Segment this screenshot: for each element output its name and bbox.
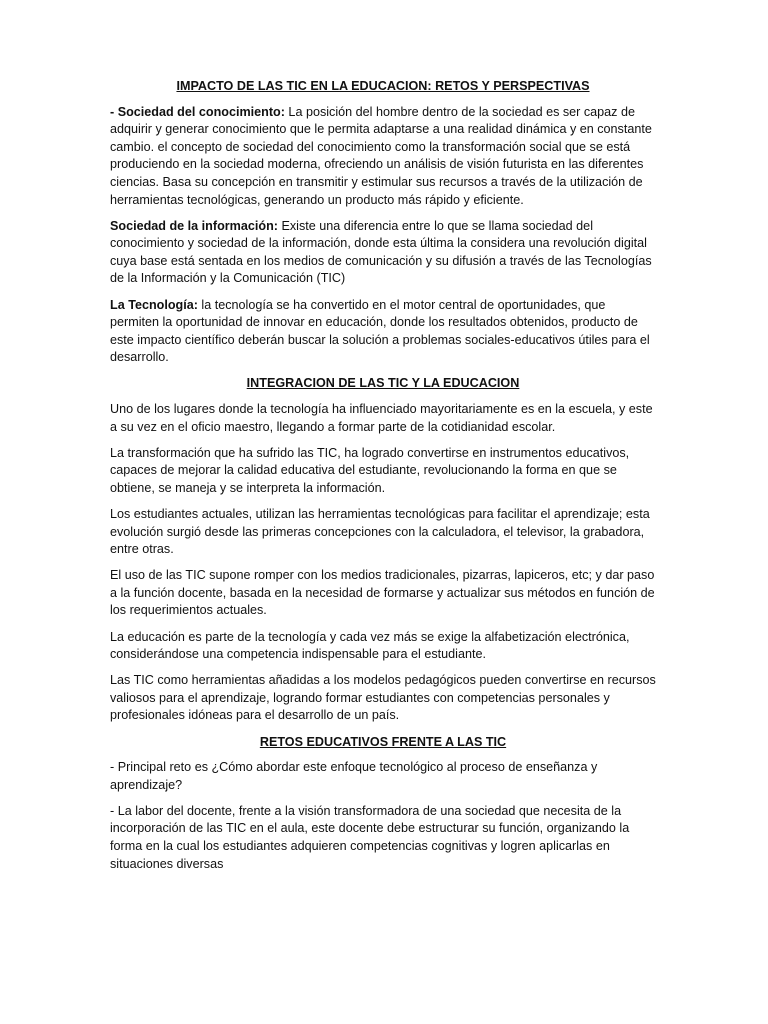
paragraph-body: Existe una diferencia entre lo que se llama sociedad del conocimiento y sociedad de la información, donde esta última la considera una revolución digital cuya base está sentada en los medios de comunicación y su difusión a través de las Tecnologías de la Información y la Comunicación (TIC): [110, 218, 652, 286]
paragraph: - La labor del docente, frente a la visión transformadora de una sociedad que necesita de la incorporación de las TIC en el aula, este docente debe estructurar su función, organizando la forma en la cual los estudiantes adquieren competencias cognitivas y logren aplicarlas en situaciones diversas: [110, 803, 630, 871]
paragraph-tecnologia: [110, 297, 656, 367]
paragraph: - Principal reto es ¿Cómo abordar este enfoque tecnológico al proceso de enseñanza y aprendizaje?: [110, 760, 598, 792]
paragraph: Las TIC como herramientas añadidas a los modelos pedagógicos pueden convertirse en recursos valiosos para el aprendizaje, logrando formar estudiantes con competencias personales y profesionales idóneas para el desarrollo de un país.: [110, 673, 656, 723]
paragraph: Los estudiantes actuales, utilizan las herramientas tecnológicas para facilitar el aprendizaje; esta evolución surgió desde las primeras concepciones con la calculadora, el televisor, la grabadora, entre otras.: [110, 506, 650, 557]
section-heading-retos: RETOS EDUCATIVOS FRENTE A LAS TIC: [259, 734, 507, 749]
paragraph-lead: - Sociedad del conocimiento:: [110, 104, 285, 119]
paragraph: La transformación que ha sufrido las TIC, ha logrado convertirse en instrumentos educativos, capaces de mejorar la calidad educativa del estudiante, revolucionando la forma en que se obtiene, se maneja y se interpreta la información.: [110, 445, 630, 495]
paragraph-lead: La Tecnología:: [110, 297, 198, 312]
document-title: IMPACTO DE LAS TIC EN LA EDUCACION: RETOS Y PERSPECTIVAS: [176, 79, 590, 93]
paragraph-sociedad-informacion: [110, 218, 656, 288]
paragraph-lead: Sociedad de la información:: [110, 218, 278, 233]
paragraph-body: La posición del hombre dentro de la sociedad es ser capaz de adquirir y generar conocimiento que le permita adaptarse a una realidad dinámica y en constante cambio. el concepto de sociedad del conocimiento como la transformación social que se está produciendo en la sociedad moderna, ofreciendo un análisis de visión futurista en las diferentes ciencias. Basa su concepción en transmitir y estimular sus recursos a través de la utilización de herramientas tecnológicas, generando un producto más rápido y eficiente.: [110, 104, 652, 207]
paragraph-body: la tecnología se ha convertido en el motor central de oportunidades, que permiten la oportunidad de innovar en educación, donde los resultados obtenidos, producto de este impacto científico deberán buscar la solución a problemas sociales-educativos útiles para el desarrollo.: [110, 297, 650, 365]
paragraph: El uso de las TIC supone romper con los medios tradicionales, pizarras, lapiceros, etc; y dar paso a la función docente, basada en la necesidad de formarse y actualizar sus métodos en función de los requerimientos actuales.: [110, 568, 655, 618]
paragraph: Uno de los lugares donde la tecnología ha influenciado mayoritariamente es en la escuela, y este a su vez en el oficio maestro, llegando a formar parte de la cotidianidad escolar.: [110, 402, 653, 434]
section-heading-integracion: INTEGRACION DE LAS TIC Y LA EDUCACION: [246, 376, 520, 391]
paragraph-sociedad-conocimiento: [110, 104, 656, 210]
paragraph: La educación es parte de la tecnología y cada vez más se exige la alfabetización electrónica, considerándose una competencia indispensable para el estudiante.: [110, 629, 630, 662]
